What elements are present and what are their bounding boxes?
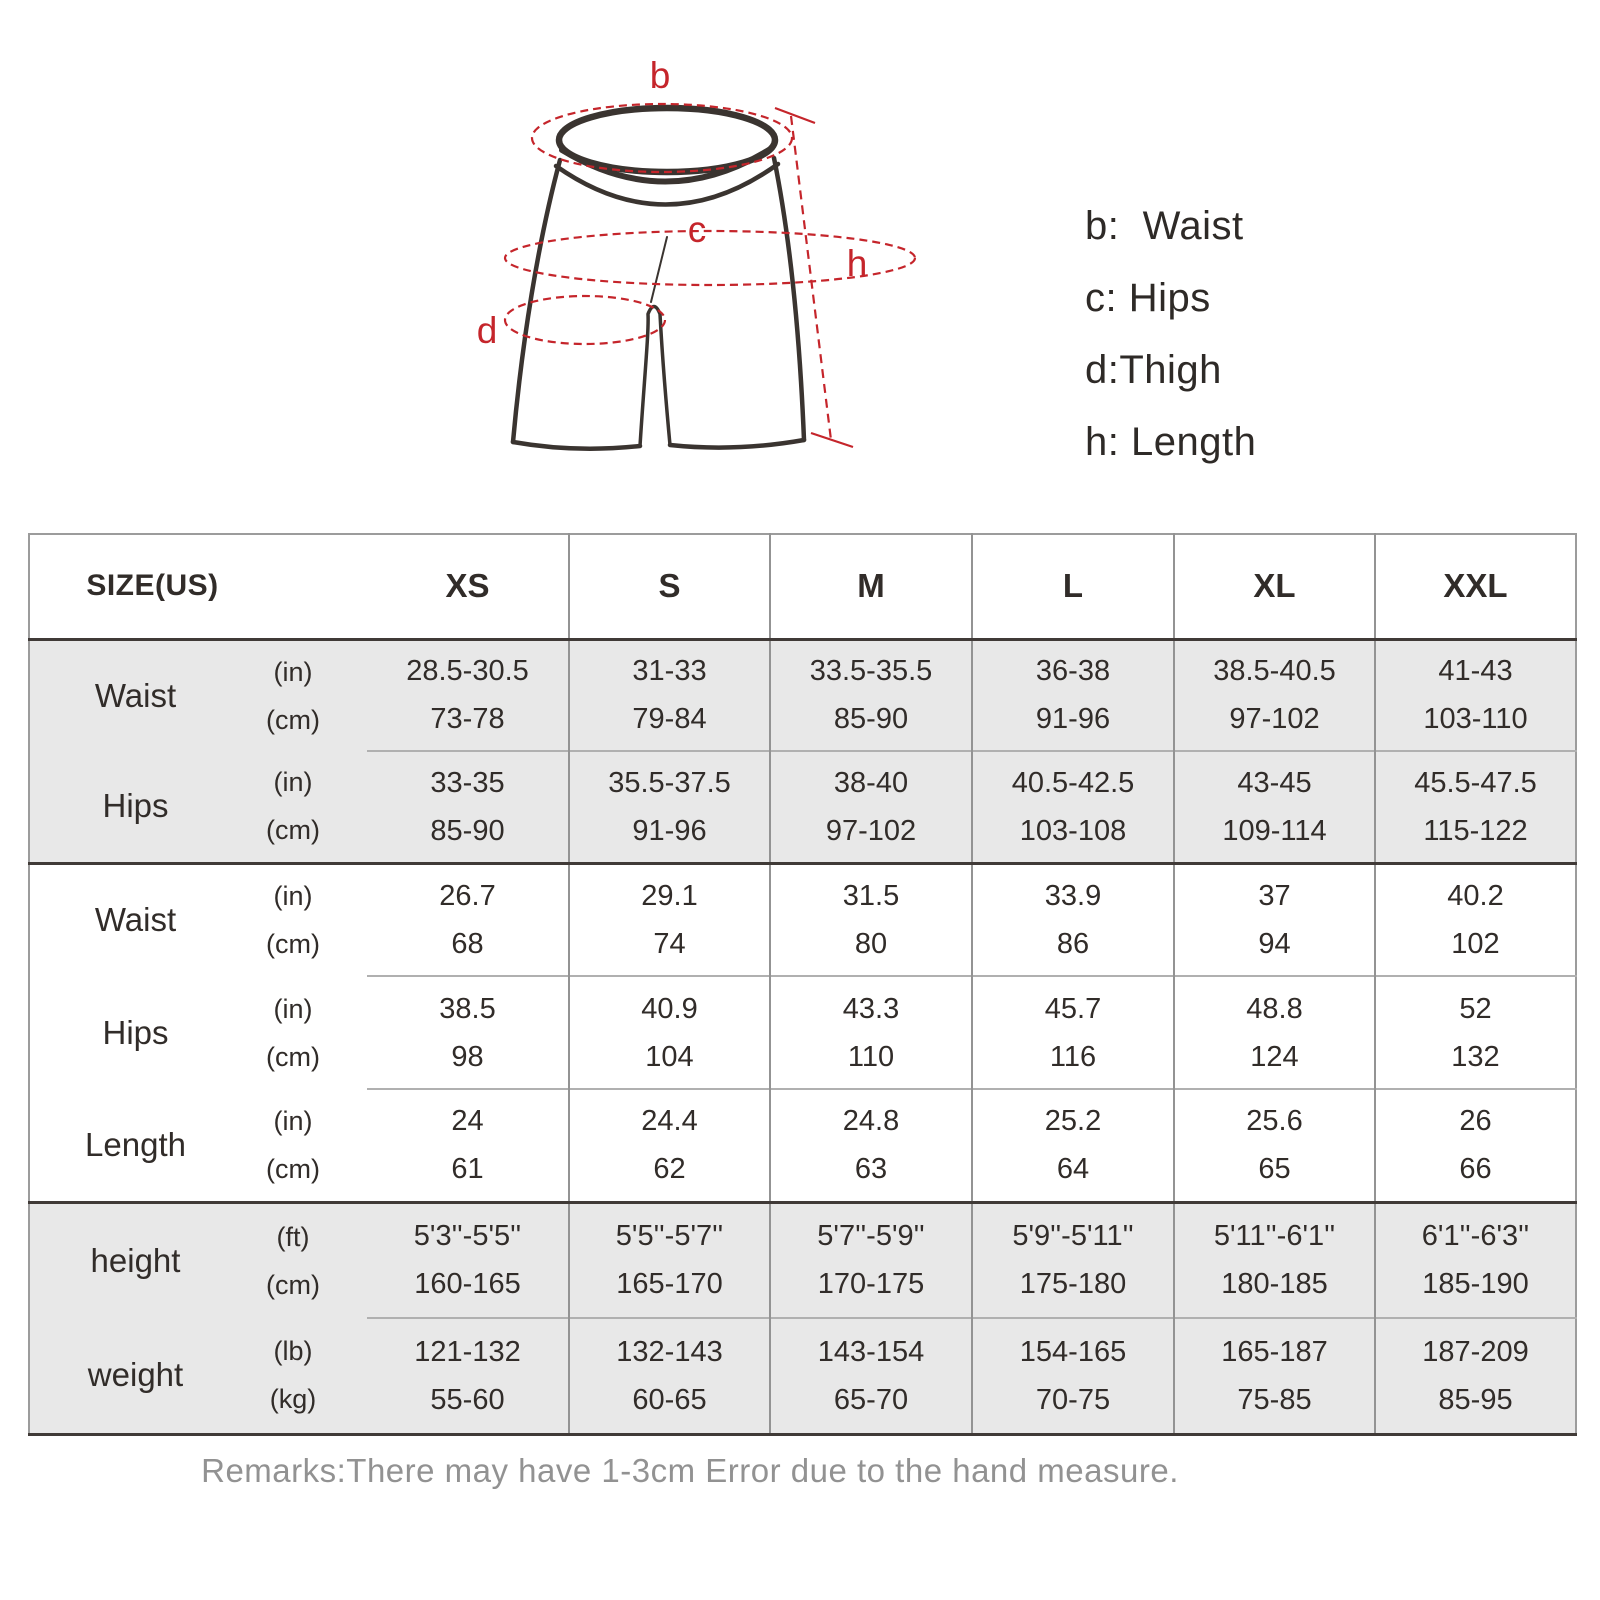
length-line-top-tick: [775, 108, 815, 123]
value-line: 43-45: [1237, 766, 1312, 799]
value-line: 31.5: [842, 879, 900, 912]
measure-label-d: d: [476, 310, 498, 351]
unit-line: (kg): [269, 1384, 317, 1415]
size-value-cell: [770, 639, 972, 751]
value-line: 180-185: [1221, 1268, 1328, 1301]
row-label: Waist: [29, 863, 219, 976]
value-line: 160-165: [414, 1268, 521, 1301]
value-line: 45.7: [1044, 992, 1102, 1025]
value-line: 25.2: [1044, 1105, 1102, 1138]
legend-item-thigh: d:Thigh: [1085, 348, 1222, 392]
center-front-seam: [651, 237, 667, 302]
value-line: 31-33: [632, 655, 707, 688]
value-line: 80: [854, 927, 888, 960]
size-value-cell: [1174, 751, 1375, 863]
value-line: 175-180: [1019, 1268, 1127, 1301]
row-label: Hips: [102, 787, 169, 825]
size-value-cell: [1375, 1318, 1576, 1434]
value-line: 38.5-40.5: [1213, 655, 1336, 688]
value-line: 5'7''-5'9'': [817, 1220, 925, 1253]
value-line: 24.4: [641, 1105, 698, 1138]
size-value-cell: [972, 863, 1174, 976]
value-line: 132-143: [616, 1335, 723, 1368]
size-value-cell: [569, 1202, 770, 1318]
value-line: 103-110: [1423, 703, 1528, 736]
header-size-l: L: [972, 534, 1174, 639]
legend-item-hips: c: Hips: [1085, 276, 1211, 320]
value-line: 65: [1258, 1153, 1291, 1186]
value-line: 124: [1250, 1040, 1299, 1073]
value-line: 45.5-47.5: [1414, 766, 1537, 799]
center-split: [640, 307, 670, 447]
unit-line: (ft): [276, 1221, 310, 1252]
header-size-m: M: [770, 534, 972, 639]
row-label: Waist: [29, 639, 219, 751]
size-value-cell: [972, 1318, 1174, 1434]
table-row-weight: [29, 1318, 1576, 1434]
value-line: 63: [854, 1153, 888, 1186]
size-value-cell: [770, 1089, 972, 1202]
value-line: 52: [1459, 992, 1492, 1025]
value-line: 75-85: [1237, 1383, 1312, 1416]
value-line: 25.6: [1246, 1105, 1303, 1138]
size-value-cell: [770, 1318, 972, 1434]
table-row-waist-range: [29, 639, 1576, 751]
size-value-cell: [367, 863, 569, 976]
size-value-cell: [1375, 639, 1576, 751]
size-value-cell: [367, 976, 569, 1089]
value-line: 102: [1451, 927, 1500, 960]
value-line: 29.1: [641, 879, 698, 912]
unit-line: (in): [273, 993, 313, 1024]
value-line: 86: [1056, 927, 1090, 960]
value-line: 43.3: [842, 992, 900, 1025]
value-line: 73-78: [430, 703, 505, 736]
size-value-cell: [770, 1202, 972, 1318]
header-size-s: S: [569, 534, 770, 639]
row-units: [219, 1318, 367, 1434]
size-value-cell: [569, 863, 770, 976]
value-line: 97-102: [825, 814, 917, 847]
value-line: 65-70: [833, 1383, 909, 1416]
value-line: 68: [451, 927, 484, 960]
size-value-cell: [1375, 863, 1576, 976]
value-line: 62: [653, 1153, 686, 1186]
value-line: 61: [451, 1153, 484, 1186]
length-line-bottom-tick: [811, 433, 853, 447]
value-line: 66: [1459, 1153, 1492, 1186]
size-value-cell: [972, 1202, 1174, 1318]
size-value-cell: [1375, 976, 1576, 1089]
value-line: 74: [653, 927, 686, 960]
left-hem: [513, 442, 640, 449]
header-size-xxl: XXL: [1375, 534, 1576, 639]
size-value-cell: [972, 976, 1174, 1089]
header-row: [29, 534, 1576, 639]
size-value-cell: [770, 863, 972, 976]
value-line: 35.5-37.5: [608, 766, 731, 799]
value-line: 24: [451, 1105, 484, 1138]
size-value-cell: [569, 751, 770, 863]
value-line: 115-122: [1423, 814, 1528, 847]
row-label: weight: [87, 1356, 184, 1394]
value-line: 33-35: [430, 766, 505, 799]
size-value-cell: [569, 1089, 770, 1202]
value-line: 109-114: [1222, 814, 1327, 847]
row-label: height: [29, 1202, 219, 1318]
value-line: 170-175: [817, 1268, 925, 1301]
unit-line: (cm): [266, 1041, 320, 1072]
measure-label-b: b: [649, 55, 671, 96]
row-units: [219, 976, 367, 1089]
value-line: 5'5''-5'7'': [615, 1220, 724, 1253]
row-label: Length: [85, 1125, 186, 1163]
value-line: 5'11''-6'1'': [1213, 1220, 1336, 1253]
size-value-cell: [367, 639, 569, 751]
size-value-cell: [1174, 639, 1375, 751]
value-line: 55-60: [430, 1383, 505, 1416]
unit-line: (cm): [266, 929, 320, 960]
size-chart-table: [28, 533, 1577, 1436]
size-value-cell: [1174, 1202, 1375, 1318]
legend-item-waist: b: Waist: [1085, 204, 1244, 248]
row-units: [219, 1089, 367, 1202]
value-line: 70-75: [1035, 1383, 1111, 1416]
value-line: 132: [1451, 1040, 1500, 1073]
value-line: 5'9''-5'11'': [1012, 1220, 1134, 1253]
size-value-cell: [1174, 863, 1375, 976]
value-line: 85-90: [430, 814, 505, 847]
row-units: [219, 751, 367, 863]
right-hem: [670, 440, 804, 448]
value-line: 121-132: [414, 1335, 521, 1368]
unit-line: (cm): [266, 1153, 320, 1184]
value-line: 98: [451, 1040, 484, 1073]
value-line: 91-96: [1035, 703, 1111, 736]
size-value-cell: [972, 639, 1174, 751]
value-line: 37: [1258, 879, 1291, 912]
value-line: 104: [645, 1040, 694, 1073]
value-line: 26.7: [439, 879, 496, 912]
header-size-us: SIZE(US): [86, 569, 219, 603]
measure-label-c: c: [687, 209, 707, 250]
unit-line: (lb): [273, 1336, 313, 1367]
value-line: 40.2: [1447, 879, 1504, 912]
row-units: [219, 1202, 367, 1318]
size-value-cell: [770, 976, 972, 1089]
value-line: 97-102: [1229, 703, 1320, 736]
value-line: 110: [847, 1040, 895, 1073]
value-line: 165-170: [616, 1268, 723, 1301]
legend-item-length: h: Length: [1085, 420, 1257, 464]
size-value-cell: [1375, 1089, 1576, 1202]
value-line: 24.8: [842, 1105, 900, 1138]
size-value-cell: [569, 1318, 770, 1434]
size-value-cell: [367, 1318, 569, 1434]
value-line: 60-65: [632, 1383, 707, 1416]
value-line: 28.5-30.5: [406, 655, 529, 688]
waist-front-rim: [562, 148, 772, 182]
value-line: 165-187: [1221, 1335, 1328, 1368]
header-size-xs: XS: [445, 567, 490, 605]
row-units: [219, 863, 367, 976]
size-value-cell: [367, 1202, 569, 1318]
value-line: 91-96: [632, 814, 707, 847]
unit-line: (cm): [266, 704, 320, 735]
value-line: 85-90: [833, 703, 909, 736]
unit-line: (in): [273, 881, 313, 912]
size-value-cell: [1174, 1089, 1375, 1202]
value-line: 85-95: [1438, 1383, 1513, 1416]
value-line: 5'3''-5'5'': [413, 1220, 522, 1253]
value-line: 116: [1049, 1040, 1097, 1073]
size-value-cell: [972, 751, 1174, 863]
remarks-note: Remarks:There may have 1-3cm Error due to the hand measure.: [201, 1452, 1179, 1489]
header-size-xl: XL: [1174, 534, 1375, 639]
value-line: 41-43: [1438, 655, 1513, 688]
row-units: [219, 639, 367, 751]
value-line: 48.8: [1246, 992, 1303, 1025]
value-line: 143-154: [817, 1335, 925, 1368]
size-value-cell: [1174, 976, 1375, 1089]
value-line: 187-209: [1422, 1335, 1529, 1368]
unit-line: (cm): [266, 1269, 320, 1300]
value-line: 40.5-42.5: [1011, 766, 1135, 799]
value-line: 103-108: [1019, 814, 1127, 847]
measurement-legend: [1085, 190, 1256, 478]
size-value-cell: [367, 751, 569, 863]
size-value-cell: [1375, 1202, 1576, 1318]
value-line: 38-40: [833, 766, 909, 799]
unit-line: (in): [273, 1105, 313, 1136]
unit-line: (cm): [266, 815, 320, 846]
table-row-height: [29, 1202, 1576, 1318]
unit-line: (in): [273, 656, 313, 687]
value-line: 36-38: [1035, 655, 1111, 688]
table-row-hips-garment: [29, 976, 1576, 1089]
table-row-waist-garment: [29, 863, 1576, 976]
length-measure-line-h: [791, 116, 831, 440]
right-leg-outline: [774, 158, 804, 440]
table-row-hips-range: [29, 751, 1576, 863]
value-line: 40.9: [641, 992, 698, 1025]
size-value-cell: [367, 1089, 569, 1202]
value-line: 64: [1056, 1153, 1090, 1186]
size-value-cell: [770, 751, 972, 863]
size-value-cell: [569, 639, 770, 751]
size-value-cell: [1375, 751, 1576, 863]
shorts-diagram: [410, 52, 950, 472]
measure-label-h: h: [846, 243, 868, 284]
value-line: 79-84: [632, 703, 707, 736]
table-row-length-garment: [29, 1089, 1576, 1202]
value-line: 33.5-35.5: [809, 655, 933, 688]
value-line: 154-165: [1019, 1335, 1127, 1368]
unit-line: (in): [273, 767, 313, 798]
size-value-cell: [1174, 1318, 1375, 1434]
value-line: 185-190: [1422, 1268, 1529, 1301]
value-line: 38.5: [439, 992, 496, 1025]
value-line: 6'1''-6'3'': [1421, 1220, 1530, 1253]
size-value-cell: [569, 976, 770, 1089]
value-line: 33.9: [1044, 879, 1102, 912]
value-line: 26: [1459, 1105, 1492, 1138]
size-value-cell: [972, 1089, 1174, 1202]
row-label: Hips: [102, 1013, 169, 1051]
value-line: 94: [1258, 927, 1291, 960]
